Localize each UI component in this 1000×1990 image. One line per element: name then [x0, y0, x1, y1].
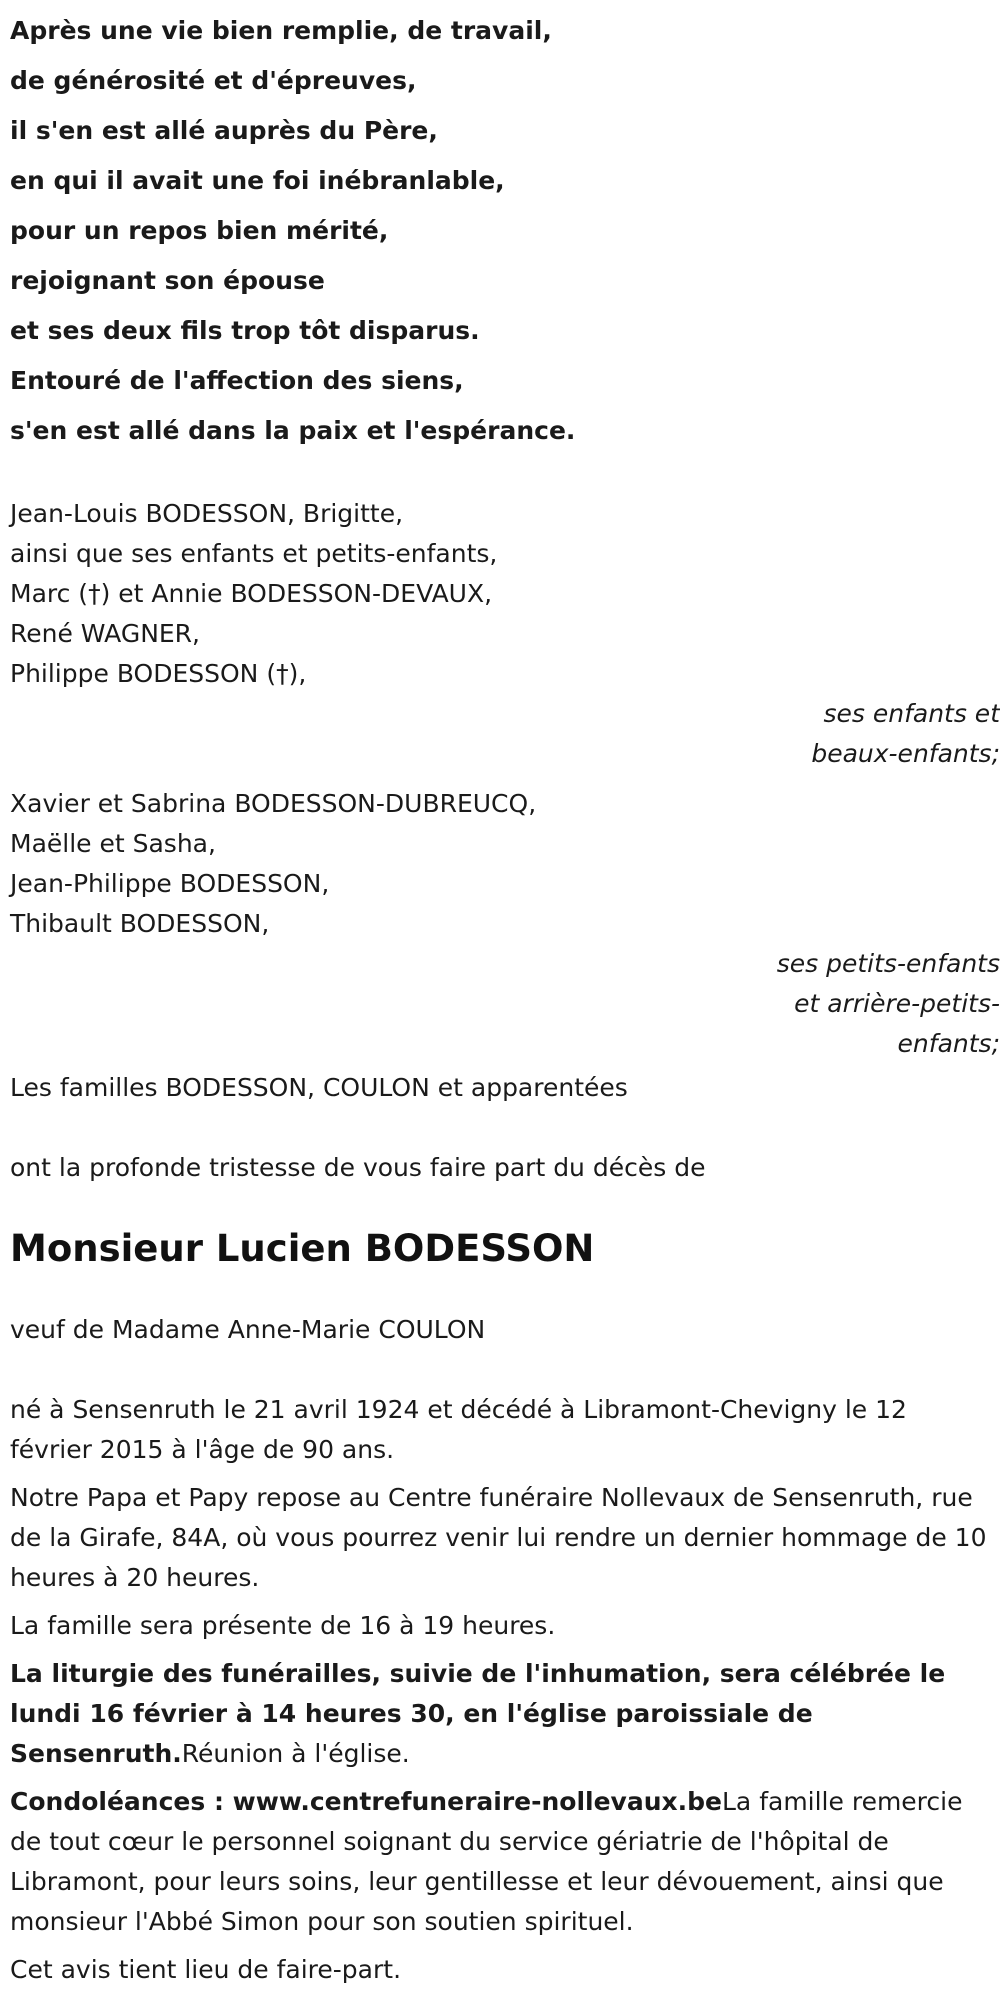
repose-paragraph: Notre Papa et Papy repose au Centre funéraire Nollevaux de Sensenruth, rue de la Girafe, 84A, où vous pourrez venir lui rendre un dernier hommage de 10 heures à 20 heures.	[10, 1483, 987, 1592]
poem-line: de générosité et d'épreuves,	[10, 66, 417, 95]
family-member-line: Jean-Philippe BODESSON,	[10, 869, 330, 898]
grandchildren-role-caption	[10, 944, 1000, 1064]
family-member-line: Thibault BODESSON,	[10, 909, 270, 938]
announcement-intro: ont la profonde tristesse de vous faire part du décès de	[10, 1153, 706, 1182]
family-member-line: Marc (†) et Annie BODESSON-DEVAUX,	[10, 579, 493, 608]
poem-line: Entouré de l'affection des siens,	[10, 366, 464, 395]
poem-line: rejoignant son épouse	[10, 266, 325, 295]
liturgy-paragraph	[10, 1654, 990, 1774]
poem-line: pour un repos bien mérité,	[10, 216, 389, 245]
thanks-text: La famille remercie de tout cœur le personnel soignant du service gériatrie de l'hôpital de Libramont, pour leurs soins, leur gentillesse et leur dévouement, ainsi que monsieur l'Abbé Simon pour son soutien spirituel.	[10, 1787, 963, 1936]
widow-of-line: veuf de Madame Anne-Marie COULON	[10, 1315, 486, 1344]
poem	[10, 0, 990, 456]
family-member-line: ainsi que ses enfants et petits-enfants,	[10, 539, 498, 568]
children-role-caption	[10, 694, 1000, 774]
family-presence-paragraph: La famille sera présente de 16 à 19 heures.	[10, 1611, 556, 1640]
family-member-line: Maëlle et Sasha,	[10, 829, 216, 858]
closing-line: Cet avis tient lieu de faire-part.	[10, 1955, 402, 1984]
family-member-line: Philippe BODESSON (†),	[10, 659, 307, 688]
grandchildren-role-text: ses petits-enfants et arrière-petits-enfants;	[776, 949, 1000, 1058]
poem-line: s'en est allé dans la paix et l'espérance.	[10, 416, 576, 445]
grandchildren-list	[10, 784, 990, 944]
birth-death-paragraph: né à Sensenruth le 21 avril 1924 et décédé à Libramont-Chevigny le 12 février 2015 à l'âge de 90 ans.	[10, 1395, 907, 1464]
poem-line: en qui il avait une foi inébranlable,	[10, 166, 505, 195]
liturgy-details: La liturgie des funérailles, suivie de l'inhumation, sera célébrée le lundi 16 février à 14 heures 30, en l'église paroissiale de Sensenruth.	[10, 1659, 946, 1768]
families-line: Les familles BODESSON, COULON et apparentées	[10, 1073, 628, 1102]
poem-line: Après une vie bien remplie, de travail,	[10, 16, 552, 45]
family-member-line: René WAGNER,	[10, 619, 201, 648]
children-list	[10, 494, 990, 694]
children-role-text: ses enfants et beaux-enfants;	[811, 699, 1000, 768]
family-member-line: Xavier et Sabrina BODESSON-DUBREUCQ,	[10, 789, 537, 818]
liturgy-reunion: Réunion à l'église.	[181, 1739, 410, 1768]
deceased-name: Monsieur Lucien BODESSON	[10, 1227, 595, 1270]
condolences-link[interactable]: Condoléances : www.centrefuneraire-nollevaux.be	[10, 1787, 722, 1816]
poem-line: il s'en est allé auprès du Père,	[10, 116, 438, 145]
family-member-line: Jean-Louis BODESSON, Brigitte,	[10, 499, 404, 528]
poem-line: et ses deux fils trop tôt disparus.	[10, 316, 480, 345]
condolences-paragraph	[10, 1782, 990, 1942]
